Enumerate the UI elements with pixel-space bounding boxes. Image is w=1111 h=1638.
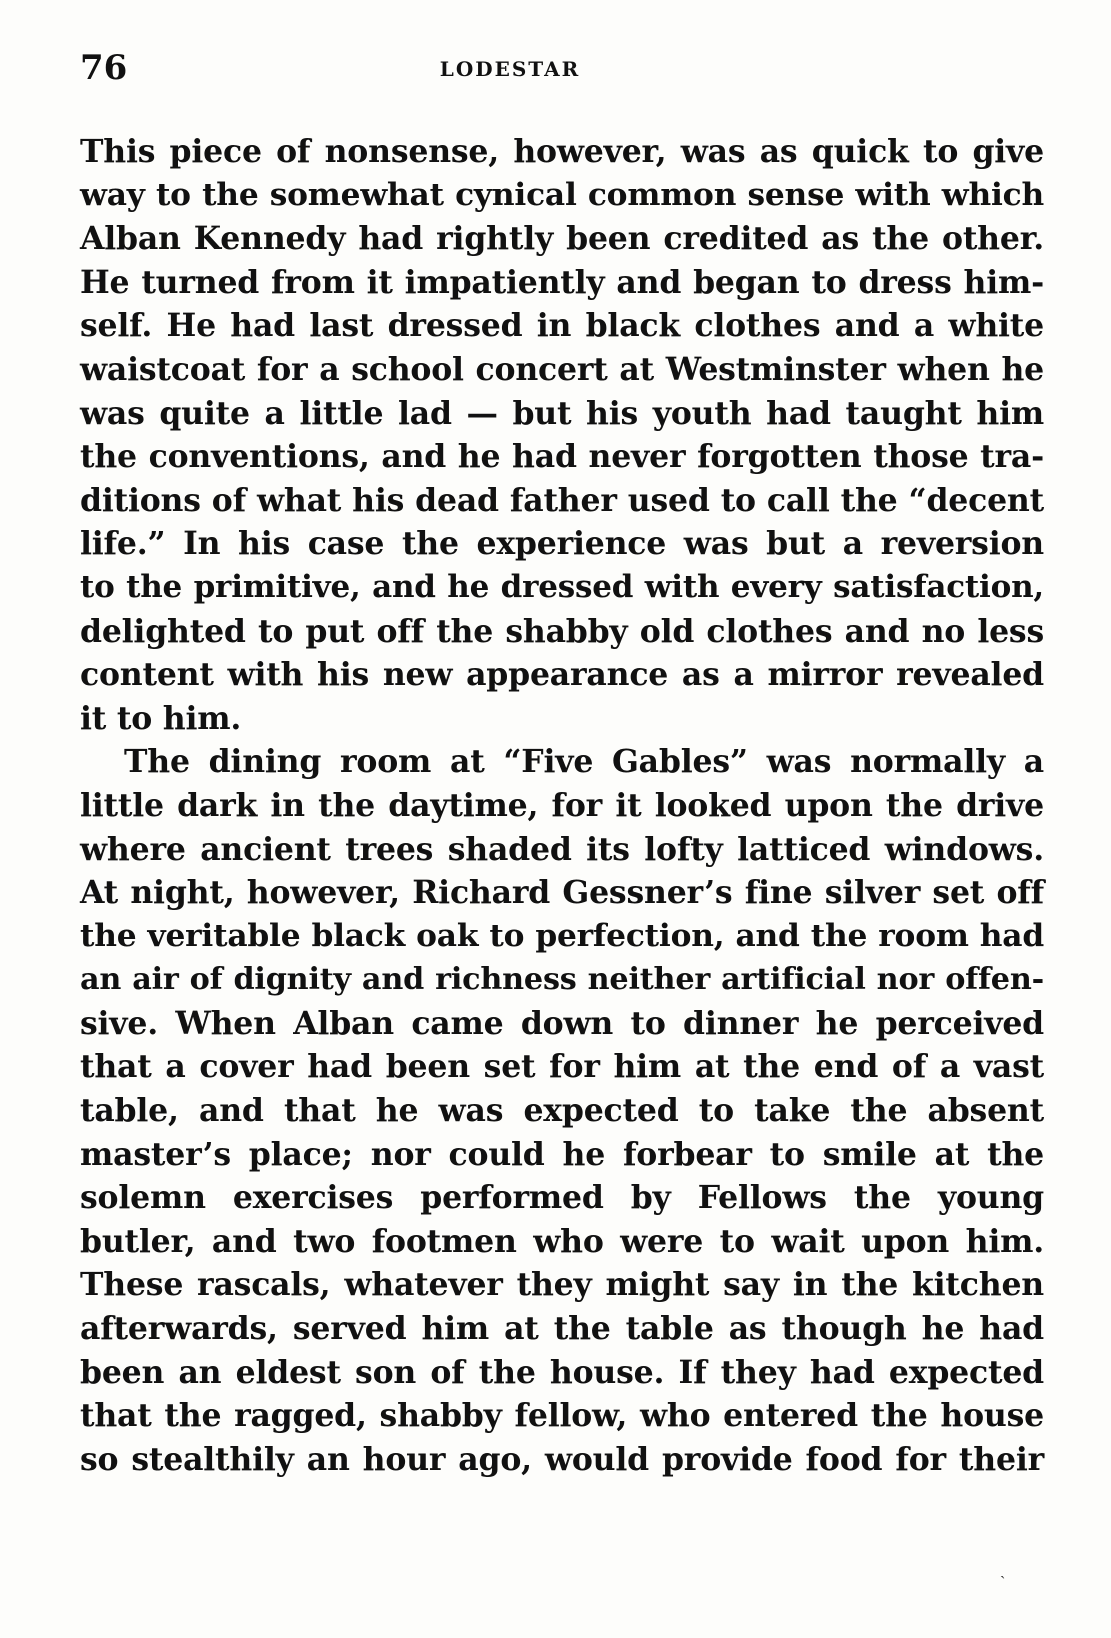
- text-line: an air of dignity and richness neither artificial nor offen-: [80, 962, 1044, 998]
- text-line: to the primitive, and he dressed with every satisfaction,: [80, 568, 1044, 605]
- body-text: [80, 130, 1044, 1481]
- text-line: been an eldest son of the house. If they had expected: [80, 1353, 1044, 1391]
- text-line: the veritable black oak to perfection, and the room had: [80, 917, 1044, 954]
- text-line: butler, and two footmen who were to wait upon him.: [80, 1222, 1044, 1260]
- scan-speck-mark: ˏ: [1000, 1560, 1006, 1579]
- text-line: was quite a little lad — but his youth had taught him: [80, 394, 1044, 432]
- text-line: where ancient trees shaded its lofty latticed windows.: [80, 830, 1044, 868]
- text-line: ditions of what his dead father used to call the “decent: [80, 481, 1044, 519]
- text-line: delighted to put off the shabby old clothes and no less: [80, 612, 1044, 650]
- text-line: the conventions, and he had never forgotten those tra-: [80, 438, 1044, 476]
- text-line: waistcoat for a school concert at Westminster when he: [80, 350, 1044, 388]
- text-line: master’s place; nor could he forbear to smile at the: [80, 1135, 1044, 1173]
- paragraph-end-line: it to him.: [80, 699, 242, 737]
- text-line: afterwards, served him at the table as though he had: [80, 1310, 1044, 1348]
- page-number: 76: [80, 48, 128, 88]
- text-line: sive. When Alban came down to dinner he perceived: [80, 1004, 1044, 1042]
- text-line: content with his new appearance as a mirror revealed: [80, 656, 1044, 694]
- text-line: solemn exercises performed by Fellows the young: [80, 1179, 1044, 1217]
- text-line: Alban Kennedy had rightly been credited as the other.: [80, 220, 1044, 258]
- text-line: little dark in the daytime, for it looked upon the drive: [80, 786, 1044, 824]
- paragraph-start-line: The dining room at “Five Gables” was normally a: [124, 743, 1044, 781]
- text-line: that a cover had been set for him at the end of a vast: [80, 1048, 1044, 1086]
- text-line: self. He had last dressed in black clothes and a white: [80, 307, 1044, 345]
- text-line: life.” In his case the experience was but a reversion: [80, 525, 1044, 563]
- text-line: way to the somewhat cynical common sense with which: [80, 176, 1044, 213]
- text-line: This piece of nonsense, however, was as quick to give: [80, 133, 1044, 170]
- text-line: At night, however, Richard Gessner’s fine silver set off: [80, 874, 1044, 912]
- running-head: [80, 48, 1040, 88]
- text-line: These rascals, whatever they might say in the kitchen: [80, 1266, 1044, 1304]
- text-line: table, and that he was expected to take the absent: [80, 1092, 1044, 1130]
- text-line: that the ragged, shabby fellow, who entered the house: [80, 1397, 1044, 1435]
- text-line: so stealthily an hour ago, would provide food for their: [80, 1440, 1044, 1478]
- running-title: LODESTAR: [439, 57, 581, 81]
- text-line: He turned from it impatiently and began to dress him-: [80, 263, 1044, 301]
